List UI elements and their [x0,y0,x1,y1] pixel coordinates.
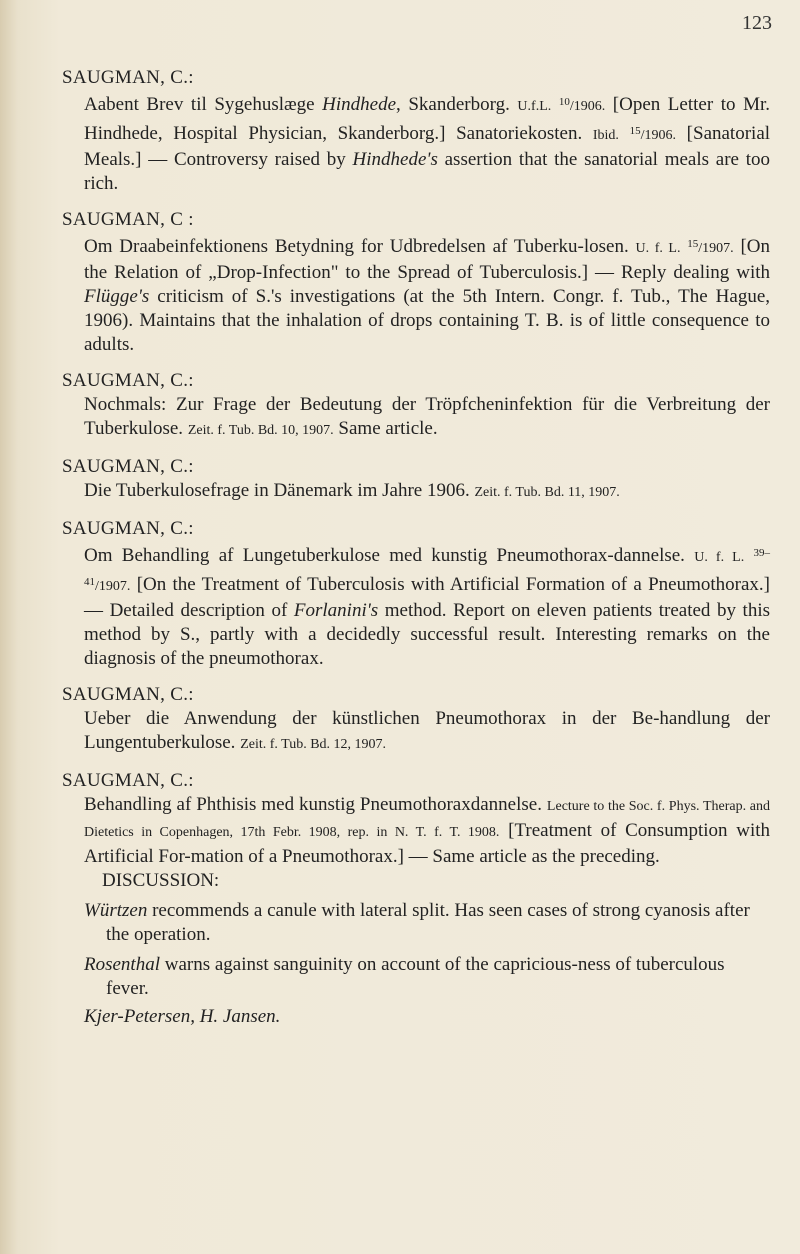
entry-journal: U.f.L. [517,99,552,114]
discussion-text: recommends a canule with lateral split. Has seen cases of strong cyanosis after the operation. [106,900,750,945]
entry-description-2: criticism of S.'s investigations (at the 5th Intern. Congr. f. Tub., The Hague, 1906). Maintains that the inhalation of drops containing T. B. is of little consequence to adults. [84,286,770,355]
entry-title: Behandling af Phthisis med kunstig Pneumothoraxdannelse. [84,794,542,815]
entry-year: /1907. [95,579,131,594]
entry-journal: Zeit. f. Tub. Bd. 12, 1907. [240,737,387,752]
entry-year-2: /1906. [640,128,676,143]
entry-author: SAUGMAN, C.: [62,370,194,391]
entry-description: Same article. [338,418,438,439]
entry-description-3: assertion that the sanatorial meals are too rich. [84,149,770,194]
entry-journal: Zeit. f. Tub. Bd. 11, 1907. [474,485,620,500]
entry-body [84,393,770,443]
entry-description: [Open Letter to Mr. Hindhede, Hospital Physician, Skanderborg.] Sanatoriekosten. [84,94,770,144]
entry-body [84,707,770,757]
bibliography-list [62,66,770,1041]
entry-title: Aabent Brev til Sygehuslæge [84,94,323,115]
entry-italic-name: Hindhede's [352,149,438,170]
entry-description-2: [Sanatorial Meals.] — Controversy raised by [84,123,771,170]
discussant-name: Rosenthal [84,954,160,975]
entry-title-italic: Hindhede [322,94,397,115]
bibliography-entry [62,683,770,757]
entry-title: Ueber die Anwendung der künstlichen Pneumothorax in der Be-handlung der Lungentuberkulose. [84,708,770,753]
entry-author: SAUGMAN, C.: [62,684,194,705]
entry-year: /1906. [569,99,606,114]
entry-author: SAUGMAN, C.: [62,67,194,88]
entry-issue: 15 [687,238,699,250]
discussion-other-names: Kjer-Petersen, H. Jansen. [84,1006,281,1027]
bibliography-entry [62,369,770,443]
bibliography-entry [62,208,770,357]
entry-body [84,479,770,505]
entry-author: SAUGMAN, C.: [62,456,194,477]
entry-journal: Zeit. f. Tub. Bd. 10, 1907. [187,423,334,438]
bibliography-entry [62,66,770,196]
entry-title: Om Behandling af Lungetuberkulose med kunstig Pneumothorax-dannelse. [84,545,685,566]
entry-author: SAUGMAN, C.: [62,770,194,791]
entry-description: [On the Treatment of Tuberculosis with Artificial Formation of a Pneumothorax.] — Detailed description of [84,574,771,621]
entry-title-end: , Skanderborg. [396,94,510,115]
entry-italic-name: Flügge's [84,286,150,307]
entry-title: Om Draabeinfektionens Betydning for Udbredelsen af Tuberku-losen. [84,236,629,257]
entry-body [84,541,770,671]
entry-description: [Treatment of Consumption with Artificial For-mation of a Pneumothorax.] — Same article as the preceding. [84,820,771,867]
discussion-text: warns against sanguinity on account of the capricious-ness of tuberculous fever. [106,954,725,999]
entry-body [84,232,770,357]
entry-description-2: method. Report on eleven patients treated by this method by S., partly with a decidedly successful result. Interesting remarks on the diagnosis of the pneumothorax. [84,600,771,669]
entry-issue: 39–41 [84,547,771,588]
entry-description: [On the Relation of „Drop-Infection" to the Spread of Tuberculosis.] — Reply dealing with [84,236,771,283]
entry-title: Nochmals: Zur Frage der Bedeutung der Tröpfcheninfektion für die Verbreitung der Tuberkulose. [84,394,770,439]
bibliography-entry [62,769,770,1029]
discussant-name: Würtzen [84,900,148,921]
entry-journal: Lecture to the Soc. f. Phys. Therap. and Dietetics in Copenhagen, 17th Febr. 1908, rep. in N. T. f. T. 1908. [84,799,770,840]
entry-italic-name: Forlanini's [293,600,379,621]
entry-ibid: Ibid. [592,128,619,143]
page-number: 123 [742,12,772,34]
entry-journal: U. f. L. [635,241,681,256]
discussion-heading: DISCUSSION: [102,870,220,891]
discussion-item [84,899,770,947]
bibliography-entry [62,455,770,505]
entry-body [84,793,770,869]
entry-author: SAUGMAN, C.: [62,518,194,539]
entry-body [84,90,770,196]
entry-year: /1907. [698,241,734,256]
entry-author: SAUGMAN, C : [62,209,194,230]
entry-issue-2: 15 [629,125,641,137]
discussion-item [84,953,770,1001]
entry-title: Die Tuberkulosefrage in Dänemark im Jahre 1906. [84,480,470,501]
entry-journal: U. f. L. [694,550,745,565]
entry-issue: 10 [558,96,570,108]
bibliography-entry [62,517,770,671]
